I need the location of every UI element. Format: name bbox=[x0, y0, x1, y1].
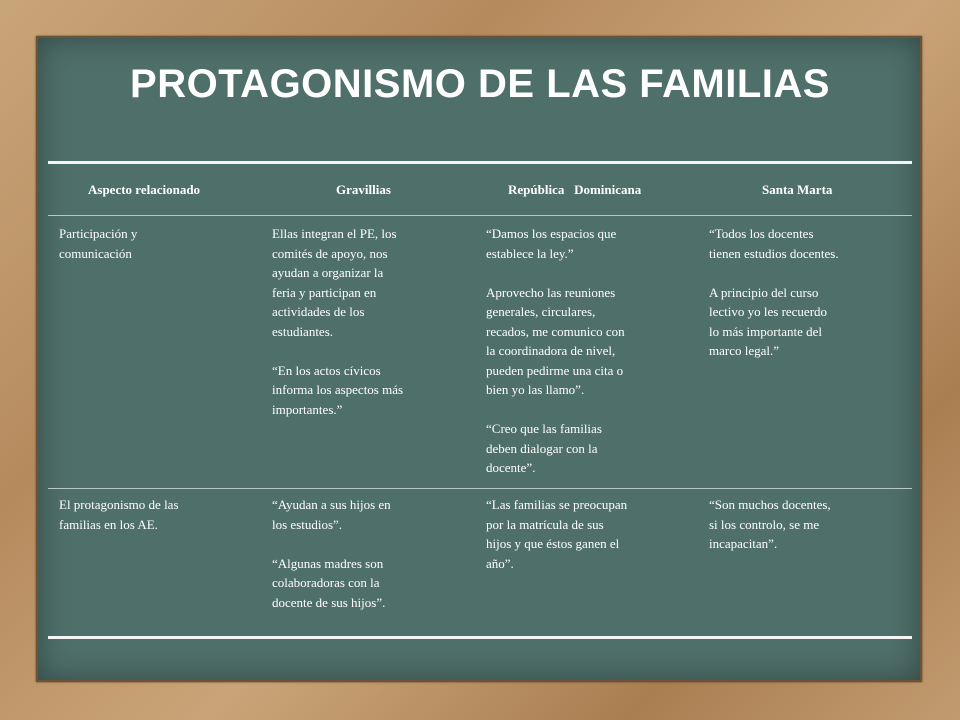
header-divider bbox=[48, 215, 912, 216]
row1-gravillias: Ellas integran el PE, los comités de apoyo, nos ayudan a organizar la feria y participan en actividades de los estudiantes. “En los actos cívicos informa los aspectos más importantes.” bbox=[272, 226, 404, 417]
header-gravillias: Gravillias bbox=[336, 182, 391, 197]
row2-republica: “Las familias se preocupan por la matrícula de sus hijos y que éstos ganen el año”. bbox=[486, 497, 628, 571]
table-bottom-rule bbox=[48, 636, 912, 639]
row1-aspect: Participación y comunicación bbox=[59, 226, 138, 261]
row2-santa-marta: “Son muchos docentes, si los controlo, se me incapacitan”. bbox=[709, 497, 831, 551]
row-divider bbox=[48, 488, 912, 489]
row1-santa-marta: “Todos los docentes tienen estudios docentes. A principio del curso lectivo yo les recuerdo lo más importante del marco legal.” bbox=[709, 226, 839, 358]
row2-aspect: El protagonismo de las familias en los AE. bbox=[59, 497, 179, 532]
header-santa-marta: Santa Marta bbox=[762, 182, 833, 197]
row2-gravillias: “Ayudan a sus hijos en los estudios”. “Algunas madres son colaboradoras con la docente de sus hijos”. bbox=[272, 497, 391, 610]
row1-republica: “Damos los espacios que establece la ley.” Aprovecho las reuniones generales, circulares, recados, me comunico con la coordinadora de nivel, pueden pedirme una cita o bien yo las llamo”. “Creo que las familias deben dialogar con la docente”. bbox=[486, 226, 625, 475]
slide-title: PROTAGONISMO DE LAS FAMILIAS bbox=[130, 62, 830, 106]
header-republica-dominicana: República Dominicana bbox=[508, 182, 642, 197]
header-aspecto: Aspecto relacionado bbox=[88, 182, 201, 197]
table-top-rule bbox=[48, 161, 912, 164]
